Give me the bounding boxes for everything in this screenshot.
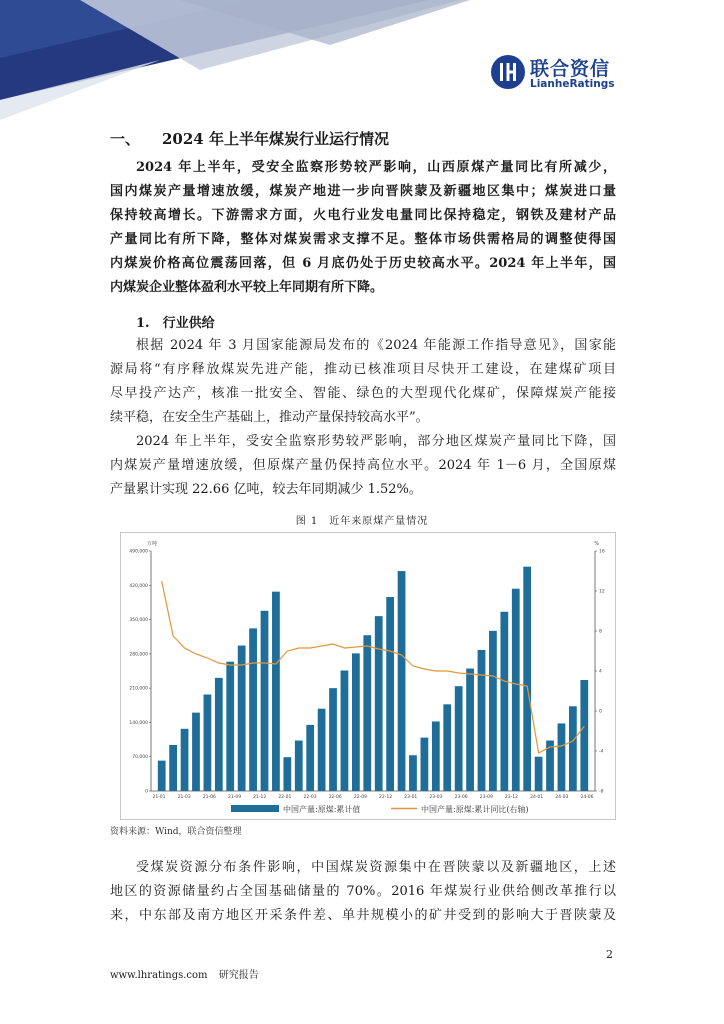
right-tick-label: 8 — [599, 629, 602, 635]
bar — [204, 695, 212, 791]
left-tick-label: 280,000 — [129, 652, 148, 658]
bar — [455, 686, 463, 791]
x-tick-label: 22-06 — [328, 795, 342, 800]
footer-website: www.lhratings.com — [110, 970, 208, 981]
bar — [261, 611, 269, 791]
x-tick-label: 21-01 — [152, 795, 166, 800]
right-tick-label: -8 — [599, 789, 604, 795]
figure-caption: 图 1 近年来原煤产量情况 — [295, 516, 429, 527]
bar — [523, 567, 531, 791]
logo-chinese-name: 联合资信 — [530, 58, 611, 80]
legend-label-bar: 中国产量:原煤:累计值 — [283, 805, 361, 814]
bar — [215, 678, 223, 791]
subsection-title: 1. 行业供给 — [136, 316, 215, 331]
x-tick-label: 21-03 — [177, 795, 191, 800]
x-tick-label: 24-03 — [555, 795, 569, 800]
body-line: 受煤炭资源分布条件影响，中国煤炭资源集中在晋陕蒙以及新疆地区，上述 — [136, 860, 616, 875]
right-tick-label: 4 — [599, 669, 602, 675]
bar — [466, 669, 474, 791]
bar — [569, 706, 577, 791]
x-tick-label: 23-09 — [479, 795, 493, 800]
body-paragraph-2 — [110, 430, 616, 502]
bar — [375, 616, 383, 791]
legend-label-line: 中国产量:原煤:累计同比(右轴) — [421, 805, 529, 814]
summary-line: 产量同比有所下降，整体对煤炭需求支撑不足。整体市场供需格局的调整使得国 — [110, 232, 616, 247]
bar — [238, 646, 246, 791]
growth-line — [162, 581, 585, 753]
body-paragraph-1 — [110, 334, 616, 430]
x-tick-label: 22-03 — [303, 795, 317, 800]
left-tick-label: 210,000 — [129, 686, 148, 692]
bar — [283, 757, 291, 791]
x-tick-label: 23-01 — [404, 795, 418, 800]
section-title: 2024 年上半年煤炭行业运行情况 — [162, 130, 389, 148]
x-tick-label: 21-06 — [202, 795, 216, 800]
body-line: 尽早投产达产，核准一批安全、智能、绿色的大型现代化煤矿，保障煤炭产能接 — [110, 386, 616, 401]
bar — [192, 713, 200, 791]
bar — [409, 755, 417, 791]
left-tick-label: 490,000 — [129, 549, 148, 555]
right-tick-label: -4 — [599, 749, 604, 755]
bar — [478, 650, 486, 791]
left-tick-label: 140,000 — [129, 720, 148, 726]
bar — [341, 671, 349, 791]
x-tick-label: 21-12 — [253, 795, 267, 800]
footer-label: 研究报告 — [218, 970, 259, 981]
bar — [386, 597, 394, 791]
x-tick-label: 23-12 — [504, 795, 519, 800]
bar — [398, 571, 406, 791]
right-tick-label: 16 — [599, 549, 605, 555]
bar — [489, 631, 497, 791]
bar — [329, 688, 337, 791]
bar — [295, 741, 303, 791]
summary-line: 2024 年上半年，受安全监察形势较严影响，山西原煤产量同比有所减少， — [136, 160, 616, 175]
page-number: 2 — [606, 948, 613, 961]
x-tick-label: 23-03 — [429, 795, 443, 800]
bar — [226, 662, 234, 791]
bar — [352, 653, 360, 791]
section-number: 一、 — [110, 130, 141, 148]
left-tick-label: 350,000 — [129, 618, 148, 624]
right-tick-label: 12 — [599, 589, 605, 595]
left-tick-label: 70,000 — [132, 755, 148, 761]
summary-line: 国内煤炭产量增速放缓，煤炭产地进一步向晋陕蒙及新疆地区集中；煤炭进口量 — [110, 184, 616, 199]
body-line: 续平稳，在安全生产基础上，推动产量保持较高水平”。 — [110, 410, 429, 425]
company-logo — [490, 54, 620, 94]
right-tick-label: 0 — [599, 709, 602, 715]
left-axis-unit: 万吨 — [147, 541, 158, 547]
bar — [169, 745, 177, 791]
body-paragraph-3 — [110, 856, 616, 928]
x-tick-label: 24-01 — [530, 795, 544, 800]
bar — [363, 635, 371, 791]
bar — [249, 628, 257, 791]
summary-line: 内煤炭价格高位震荡回落，但 6 月底仍处于历史较高水平。2024 年上半年，国 — [110, 256, 616, 271]
bar — [181, 729, 189, 791]
body-line: 内煤炭产量增速放缓，但原煤产量仍保持高位水平。2024 年 1－6 月，全国原煤 — [110, 458, 616, 473]
bar — [558, 723, 566, 791]
figure-source: 资料来源：Wind，联合资信整理 — [110, 827, 242, 837]
summary-line: 内煤炭企业整体盈利水平较上年同期有所下降。 — [110, 280, 384, 295]
bar — [580, 680, 588, 791]
summary-line: 保持较高增长。下游需求方面，火电行业发电量同比保持稳定，钢铁及建材产品 — [110, 208, 616, 223]
x-tick-label: 24-06 — [580, 795, 594, 800]
bar — [432, 721, 440, 791]
logo-english-name: LianheRatings — [530, 78, 615, 90]
bar — [512, 589, 520, 791]
x-tick-label: 21-09 — [227, 795, 242, 800]
bar — [158, 761, 166, 791]
body-line: 源局将“有序释放煤炭先进产能，推动已核准项目尽快开工建设，在建煤矿项目 — [110, 362, 616, 377]
bar — [318, 709, 326, 791]
bar — [443, 704, 451, 791]
summary-paragraph — [110, 156, 616, 300]
x-tick-label: 22-09 — [353, 795, 367, 800]
bar — [500, 612, 508, 791]
logo-mark-icon — [490, 54, 526, 90]
body-line: 2024 年上半年，受安全监察形势较严影响，部分地区煤炭产量同比下降，国 — [136, 434, 616, 449]
body-line: 产量累计实现 22.66 亿吨，较去年同期减少 1.52%。 — [110, 482, 422, 497]
legend-swatch-bar — [231, 805, 279, 812]
bar — [421, 738, 429, 791]
coal-output-chart — [121, 533, 615, 819]
footer — [110, 966, 267, 981]
bar — [272, 592, 280, 791]
bar — [535, 757, 543, 791]
x-tick-label: 22-01 — [278, 795, 292, 800]
bar — [306, 725, 314, 791]
body-line: 根据 2024 年 3 月国家能源局发布的《2024 年能源工作指导意见》，国家能 — [136, 338, 616, 353]
body-line: 地区的资源储量约占全国基础储量的 70%。2016 年煤炭行业供给侧改革推行以 — [110, 884, 616, 899]
x-tick-label: 23-06 — [454, 795, 468, 800]
right-axis-unit: % — [594, 541, 599, 547]
chart-frame — [120, 532, 616, 820]
body-line: 来，中东部及南方地区开采条件差、单井规模小的矿井受到的影响大于晋陕蒙及 — [110, 908, 616, 923]
left-tick-label: 420,000 — [129, 583, 148, 589]
x-tick-label: 22-12 — [379, 795, 393, 800]
left-tick-label: 0 — [145, 789, 148, 795]
